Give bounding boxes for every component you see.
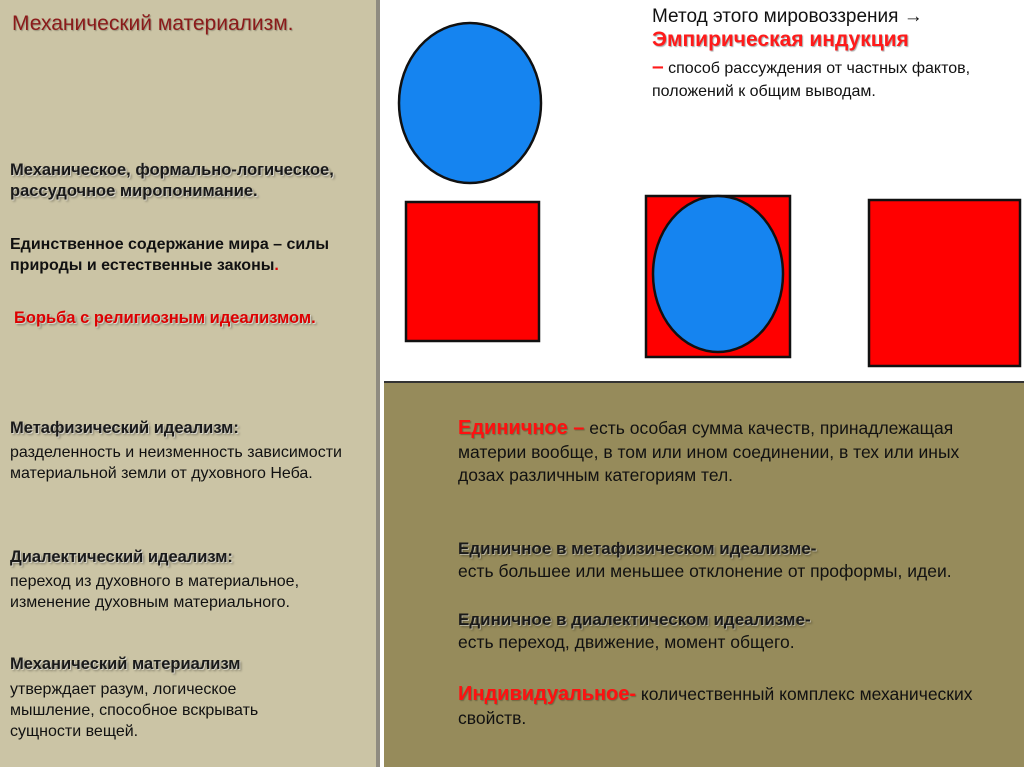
dial-heading: Диалектический идеализм: (10, 548, 233, 566)
mech-heading: Механическое, формально-логическое, рассудочное миропонимание. (10, 161, 334, 201)
method-dash: – (652, 55, 664, 78)
red-square-shape-right (869, 200, 1020, 366)
method-description: способ рассуждения от частных фактов, положений к общим выводам. (652, 60, 971, 101)
blue-oval-shape (399, 23, 541, 183)
meta-description: разделенность и неизменность зависимости материальной земли от духовного Неба. (10, 444, 342, 482)
single-meta-heading: Единичное в метафизическом идеализме- (458, 539, 817, 558)
mech-desc-dot: . (274, 256, 279, 274)
matl-heading: Механический материализм (10, 655, 241, 673)
single-dial-heading: Единичное в диалектическом идеализме- (458, 610, 811, 629)
single-meta-description: есть большее или меньшее отклонение от проформы, идеи. (458, 561, 952, 582)
dial-description: переход из духовного в материальное, изменение духовным материального. (10, 573, 300, 611)
single-definition (458, 415, 978, 488)
red-square-shape-left (406, 202, 539, 341)
top-right-panel (384, 0, 1024, 383)
method-name: Эмпирическая индукция (652, 28, 909, 51)
left-panel (0, 0, 380, 767)
method-description-wrap (652, 52, 1018, 104)
meta-heading: Метафизический идеализм: (10, 419, 239, 437)
single-dial-block (458, 609, 978, 655)
method-block (652, 6, 1018, 104)
single-description: есть особая сумма качеств, принадлежащая материи вообще, в том или ином соединении, в тех или иных дозах различным категориям тел. (458, 418, 960, 486)
individual-description: количественный комплекс механических свойств. (458, 684, 973, 729)
method-line: Метод этого мировоззрения → (652, 6, 923, 27)
individual-term: Индивидуальное- (458, 683, 637, 705)
matl-description: утверждает разум, логическое мышление, способное вскрывать сущности вещей. (10, 681, 259, 740)
individual-definition (458, 681, 978, 730)
slide-title: Механический материализм. (12, 12, 294, 35)
mech-description (10, 235, 360, 277)
bottom-right-panel (384, 383, 1024, 767)
mech-desc-text: Единственное содержание мира – силы природы и естественные законы (10, 236, 330, 274)
single-meta-block (458, 538, 978, 584)
single-term: Единичное – (458, 417, 585, 439)
blue-oval-in-square-shape (653, 196, 783, 352)
struggle-note: Борьба с религиозным идеализмом. (14, 309, 316, 327)
single-dial-description: есть переход, движение, момент общего. (458, 632, 795, 653)
